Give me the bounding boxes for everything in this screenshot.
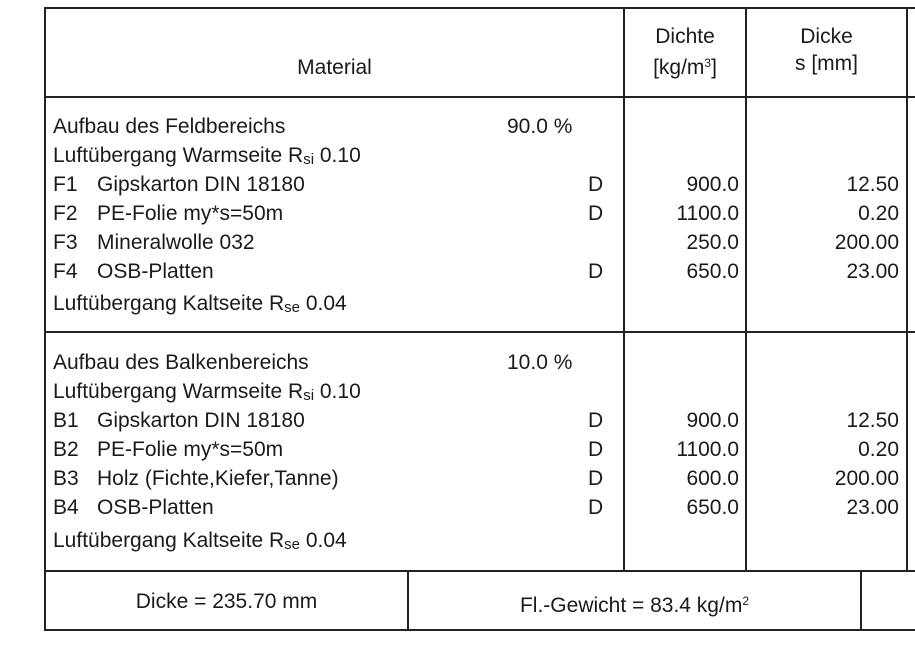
footer-total-thickness: Dicke = 235.70 mm (135, 590, 318, 613)
layer-flag: D (588, 496, 604, 519)
layer-flag: D (588, 467, 604, 490)
table-border-left (44, 7, 46, 631)
layer-name: Gipskarton DIN 18180 (97, 409, 305, 432)
layer-flag: D (588, 202, 604, 225)
warm-side-transition: Luftübergang Warmseite $R_{si}$ 0.10 (53, 144, 361, 168)
row-divider-header (44, 96, 915, 98)
header-dichte: Dichte (655, 25, 715, 48)
layer-flag: D (588, 173, 604, 196)
layer-name: PE-Folie my*s=50m (97, 438, 284, 461)
layer-thickness: 200.00 (834, 467, 899, 490)
layer-density: 900.0 (686, 173, 739, 196)
layer-name: Holz (Fichte,Kiefer,Tanne) (97, 467, 339, 490)
layer-density: 900.0 (686, 409, 739, 432)
header-dichte-unit: $[kg/m^3]$ (653, 56, 717, 79)
layer-id: B1 (53, 409, 79, 432)
col-divider-3 (906, 7, 908, 572)
layer-id: F4 (53, 260, 78, 283)
header-dicke-unit: s [mm] (795, 52, 858, 75)
layer-id: B2 (53, 438, 79, 461)
cold-side-transition: Luftübergang Kaltseite $R_{se}$ 0.04 (53, 529, 347, 553)
row-divider-sections (44, 331, 915, 333)
header-material: Material (297, 56, 372, 79)
footer-area-weight: Fl.-Gewicht = 83.4 $kg/m^2$ (519, 594, 749, 617)
layer-thickness: 23.00 (846, 260, 899, 283)
layer-thickness: 12.50 (846, 173, 899, 196)
layer-flag: D (588, 409, 604, 432)
layer-density: 1100.0 (676, 202, 739, 225)
layer-density: 600.0 (686, 467, 739, 490)
section-title: Aufbau des Feldbereichs (53, 115, 286, 138)
section-title: Aufbau des Balkenbereichs (53, 351, 309, 374)
layer-density: 250.0 (686, 231, 739, 254)
layer-thickness: 12.50 (846, 409, 899, 432)
section-percent: 10.0 % (507, 351, 573, 374)
layer-density: 1100.0 (676, 438, 739, 461)
layer-id: F1 (53, 173, 78, 196)
layer-name: Mineralwolle 032 (97, 231, 255, 254)
layer-density: 650.0 (686, 260, 739, 283)
table-border-bottom (44, 629, 915, 631)
header-dicke: Dicke (800, 25, 853, 48)
layer-name: OSB-Platten (97, 260, 214, 283)
cold-side-transition: Luftübergang Kaltseite $R_{se}$ 0.04 (53, 292, 347, 316)
layer-thickness: 0.20 (858, 202, 899, 225)
warm-side-transition: Luftübergang Warmseite $R_{si}$ 0.10 (53, 380, 361, 404)
layer-id: F3 (53, 231, 78, 254)
layer-thickness: 23.00 (846, 496, 899, 519)
layer-name: PE-Folie my*s=50m (97, 202, 284, 225)
layer-id: F2 (53, 202, 78, 225)
layer-density: 650.0 (686, 496, 739, 519)
section-percent: 90.0 % (507, 115, 573, 138)
layer-flag: D (588, 438, 604, 461)
layer-id: B3 (53, 467, 79, 490)
layer-name: Gipskarton DIN 18180 (97, 173, 305, 196)
footer-divider-2 (860, 570, 862, 631)
layer-id: B4 (53, 496, 79, 519)
layer-name: OSB-Platten (97, 496, 214, 519)
table-border-top (44, 7, 915, 9)
row-divider-footer (44, 570, 915, 572)
layer-thickness: 0.20 (858, 438, 899, 461)
layer-thickness: 200.00 (834, 231, 899, 254)
layer-flag: D (588, 260, 604, 283)
